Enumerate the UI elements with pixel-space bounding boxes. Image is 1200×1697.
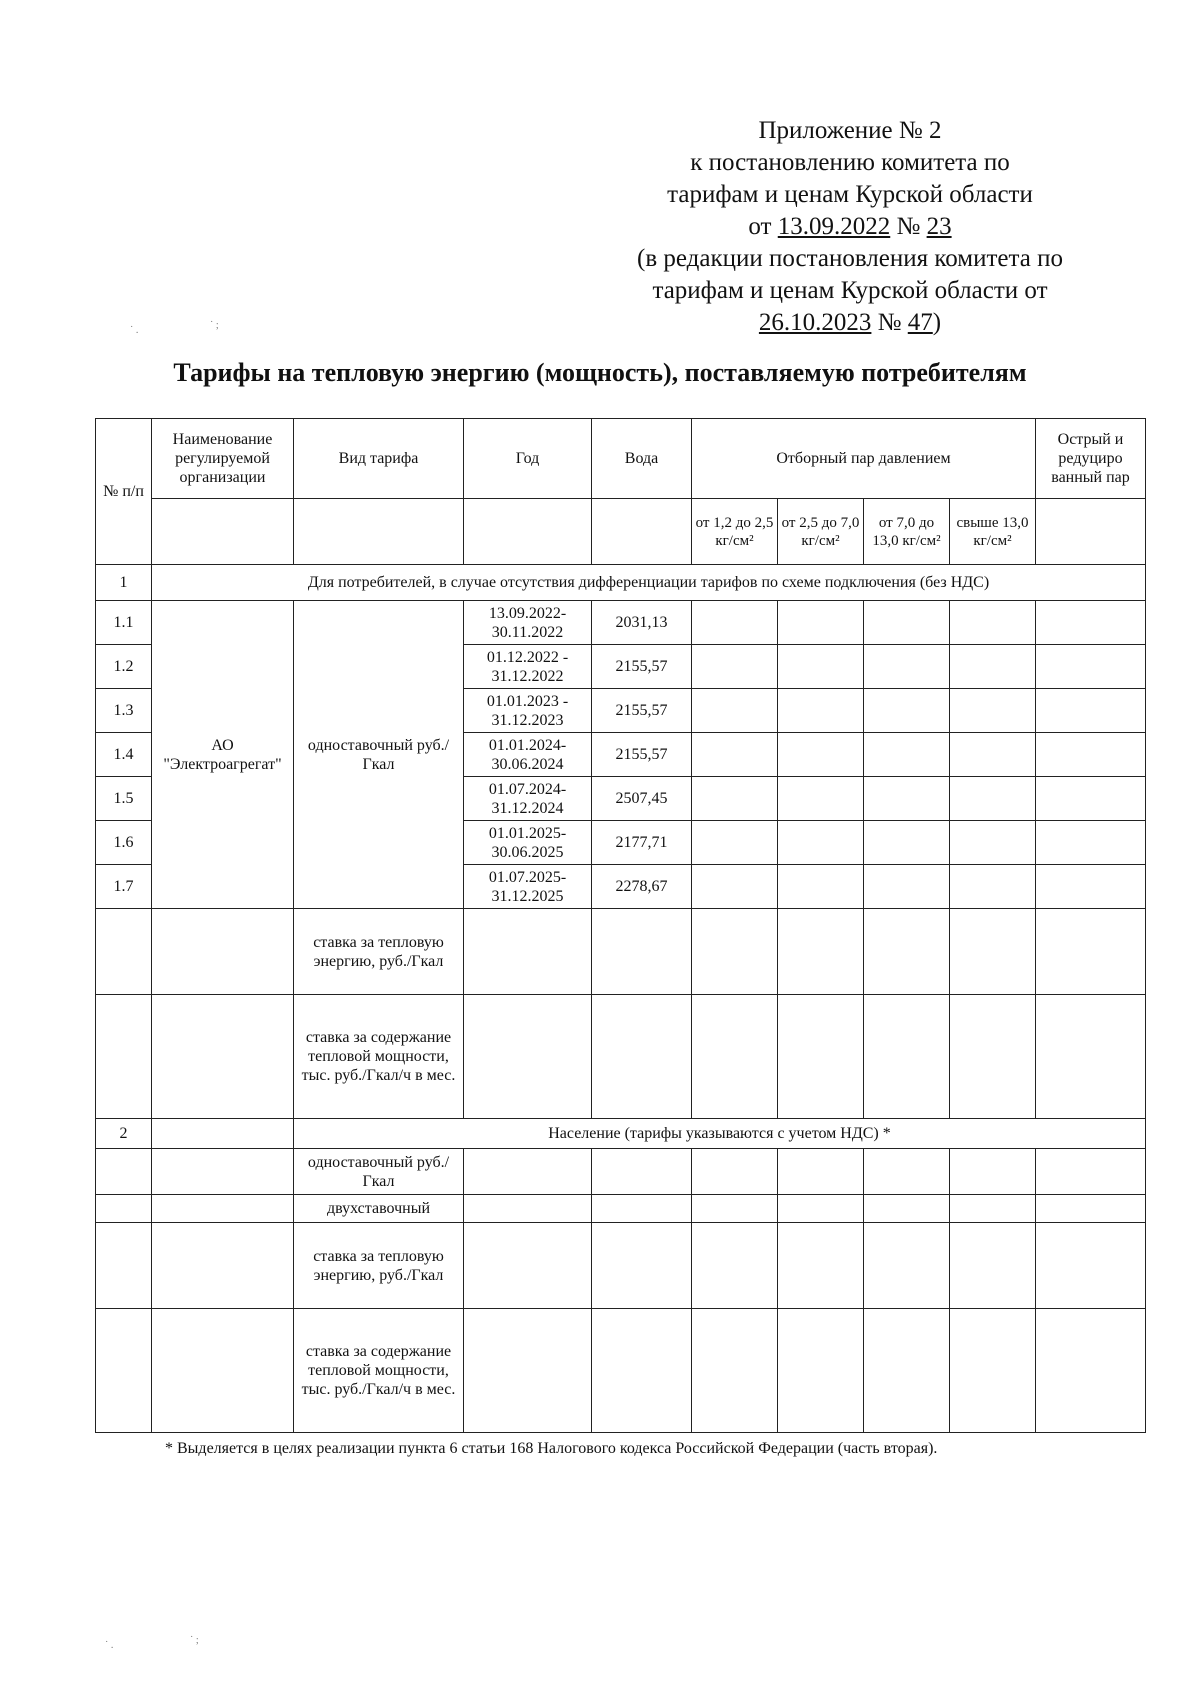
tariff-type-two-rate: двухставочный [294, 1195, 464, 1223]
table-row [96, 909, 1146, 995]
empty-cell [152, 909, 294, 995]
header-line-5: (в редакции постановления комитета по [637, 245, 1063, 272]
empty-cell [1036, 689, 1146, 733]
energy-rate-label-2: ставка за тепловую энергию, руб./Гкал [294, 1223, 464, 1309]
empty-cell [592, 499, 692, 565]
empty-cell [152, 1119, 294, 1149]
empty-cell [950, 821, 1036, 865]
empty-cell [152, 995, 294, 1119]
capacity-rate-label-2: ставка за содержание тепловой мощности, тыс. руб./Гкал/ч в мес. [294, 1309, 464, 1433]
energy-rate-label: ставка за тепловую энергию, руб./Гкал [294, 909, 464, 995]
header-year: Год [464, 419, 592, 499]
scan-speck: ˙ ; [210, 320, 219, 331]
empty-cell [96, 995, 152, 1119]
table-row [96, 1195, 1146, 1223]
header-no-sign: № [890, 213, 927, 240]
empty-cell [864, 645, 950, 689]
revision-number: 47 [907, 309, 933, 336]
row-num: 1.6 [96, 821, 152, 865]
empty-cell [692, 733, 778, 777]
empty-cell [778, 909, 864, 995]
header-line-6: тарифам и ценам Курской области от [652, 277, 1048, 304]
empty-cell [692, 645, 778, 689]
empty-cell [864, 1195, 950, 1223]
empty-cell [692, 1149, 778, 1195]
table-subheader-row [96, 499, 1146, 565]
section-1-label: Для потребителей, в случае отсутствия дифференциации тарифов по схеме подключения (без НДС) [152, 565, 1146, 601]
table-row [96, 995, 1146, 1119]
empty-cell [778, 1309, 864, 1433]
header-paren: ) [932, 309, 942, 336]
row-num: 1.3 [96, 689, 152, 733]
empty-cell [692, 601, 778, 645]
header-steam: Отборный пар давлением [692, 419, 1036, 499]
tariffs-table [95, 418, 1146, 1433]
row-period: 13.09.2022- 30.11.2022 [464, 601, 592, 645]
empty-cell [592, 909, 692, 995]
table-header-row [96, 419, 1146, 499]
header-sharp-steam: Острый и редуциро ванный пар [1036, 419, 1146, 499]
empty-cell [864, 909, 950, 995]
header-line-4 [600, 211, 1100, 243]
empty-cell [864, 821, 950, 865]
row-water-value: 2177,71 [592, 821, 692, 865]
header-water: Вода [592, 419, 692, 499]
row-num: 1.1 [96, 601, 152, 645]
document-title: Тарифы на тепловую энергию (мощность), поставляемую потребителям [173, 358, 1027, 387]
table-row [96, 601, 1146, 645]
empty-cell [1036, 1223, 1146, 1309]
empty-cell [778, 821, 864, 865]
table-row [96, 1309, 1146, 1433]
empty-cell [864, 689, 950, 733]
empty-cell [1036, 821, 1146, 865]
appendix-number: Приложение № 2 [758, 117, 942, 144]
empty-cell [864, 1223, 950, 1309]
empty-cell [1036, 909, 1146, 995]
empty-cell [152, 1149, 294, 1195]
organization-name: АО "Электроагрегат" [152, 601, 294, 909]
table-row [96, 1149, 1146, 1195]
empty-cell [464, 499, 592, 565]
empty-cell [692, 1195, 778, 1223]
empty-cell [864, 777, 950, 821]
header-prefix: от [748, 213, 778, 240]
header-line-7 [600, 307, 1100, 339]
section-2-row [96, 1119, 1146, 1149]
empty-cell [592, 1149, 692, 1195]
row-water-value: 2031,13 [592, 601, 692, 645]
empty-cell [864, 1309, 950, 1433]
scan-speck: ˙ . [105, 1640, 114, 1651]
empty-cell [778, 1195, 864, 1223]
empty-cell [864, 733, 950, 777]
scan-speck: ˙ . [130, 325, 139, 336]
empty-cell [592, 1309, 692, 1433]
table-row [96, 1223, 1146, 1309]
row-num: 1.2 [96, 645, 152, 689]
empty-cell [464, 1223, 592, 1309]
section-1-row [96, 565, 1146, 601]
row-period: 01.12.2022 - 31.12.2022 [464, 645, 592, 689]
row-water-value: 2155,57 [592, 689, 692, 733]
empty-cell [1036, 1149, 1146, 1195]
empty-cell [950, 777, 1036, 821]
empty-cell [592, 1195, 692, 1223]
empty-cell [1036, 777, 1146, 821]
row-period: 01.01.2024- 30.06.2024 [464, 733, 592, 777]
empty-cell [778, 733, 864, 777]
row-water-value: 2155,57 [592, 645, 692, 689]
header-pressure-2: от 2,5 до 7,0 кг/см² [778, 499, 864, 565]
empty-cell [864, 601, 950, 645]
empty-cell [778, 689, 864, 733]
row-period: 01.07.2024- 31.12.2024 [464, 777, 592, 821]
empty-cell [464, 1195, 592, 1223]
empty-cell [96, 1223, 152, 1309]
row-num: 1.5 [96, 777, 152, 821]
header-pressure-4: свыше 13,0 кг/см² [950, 499, 1036, 565]
empty-cell [464, 995, 592, 1119]
tariff-type-single: одноставочный руб./Гкал [294, 601, 464, 909]
empty-cell [1036, 1309, 1146, 1433]
empty-cell [950, 865, 1036, 909]
empty-cell [950, 909, 1036, 995]
row-water-value: 2155,57 [592, 733, 692, 777]
row-num: 1.4 [96, 733, 152, 777]
empty-cell [950, 1149, 1036, 1195]
empty-cell [778, 645, 864, 689]
empty-cell [692, 777, 778, 821]
header-pressure-1: от 1,2 до 2,5 кг/см² [692, 499, 778, 565]
empty-cell [1036, 1195, 1146, 1223]
empty-cell [96, 1149, 152, 1195]
empty-cell [692, 1223, 778, 1309]
empty-cell [592, 995, 692, 1119]
header-no-sign-2: № [871, 309, 908, 336]
document-header [600, 115, 1100, 339]
row-period: 01.01.2025- 30.06.2025 [464, 821, 592, 865]
empty-cell [1036, 995, 1146, 1119]
row-period: 01.01.2023 - 31.12.2023 [464, 689, 592, 733]
header-num: № п/п [96, 419, 152, 565]
row-num: 1.7 [96, 865, 152, 909]
header-type: Вид тарифа [294, 419, 464, 499]
footnote: * Выделяется в целях реализации пункта 6 статьи 168 Налогового кодекса Российской Федерации (часть вторая). [165, 1440, 938, 1457]
empty-cell [152, 499, 294, 565]
empty-cell [778, 865, 864, 909]
tariff-type-single-2: одноставочный руб./Гкал [294, 1149, 464, 1195]
empty-cell [950, 995, 1036, 1119]
empty-cell [692, 865, 778, 909]
capacity-rate-label: ставка за содержание тепловой мощности, тыс. руб./Гкал/ч в мес. [294, 995, 464, 1119]
empty-cell [464, 909, 592, 995]
empty-cell [950, 1223, 1036, 1309]
row-water-value: 2278,67 [592, 865, 692, 909]
scan-speck: ˙ ; [190, 1635, 199, 1646]
empty-cell [152, 1223, 294, 1309]
empty-cell [1036, 645, 1146, 689]
empty-cell [950, 733, 1036, 777]
empty-cell [864, 995, 950, 1119]
section-2-num: 2 [96, 1119, 152, 1149]
empty-cell [950, 1195, 1036, 1223]
empty-cell [950, 645, 1036, 689]
empty-cell [692, 909, 778, 995]
empty-cell [778, 777, 864, 821]
header-line-3: тарифам и ценам Курской области [667, 181, 1033, 208]
empty-cell [864, 1149, 950, 1195]
row-water-value: 2507,45 [592, 777, 692, 821]
empty-cell [692, 995, 778, 1119]
empty-cell [692, 689, 778, 733]
empty-cell [692, 821, 778, 865]
empty-cell [464, 1149, 592, 1195]
resolution-number: 23 [926, 213, 952, 240]
empty-cell [950, 601, 1036, 645]
header-pressure-3: от 7,0 до 13,0 кг/см² [864, 499, 950, 565]
empty-cell [778, 601, 864, 645]
empty-cell [692, 1309, 778, 1433]
empty-cell [152, 1195, 294, 1223]
resolution-date: 13.09.2022 [777, 213, 891, 240]
empty-cell [950, 1309, 1036, 1433]
section-1-num: 1 [96, 565, 152, 601]
empty-cell [864, 865, 950, 909]
empty-cell [950, 689, 1036, 733]
empty-cell [152, 1309, 294, 1433]
empty-cell [1036, 499, 1146, 565]
empty-cell [1036, 865, 1146, 909]
revision-date: 26.10.2023 [758, 309, 872, 336]
empty-cell [464, 1309, 592, 1433]
empty-cell [778, 995, 864, 1119]
empty-cell [96, 1195, 152, 1223]
section-2-label: Население (тарифы указываются с учетом НДС) * [294, 1119, 1146, 1149]
empty-cell [1036, 601, 1146, 645]
empty-cell [778, 1149, 864, 1195]
empty-cell [778, 1223, 864, 1309]
empty-cell [1036, 733, 1146, 777]
empty-cell [294, 499, 464, 565]
row-period: 01.07.2025- 31.12.2025 [464, 865, 592, 909]
empty-cell [96, 909, 152, 995]
empty-cell [96, 1309, 152, 1433]
header-line-2: к постановлению комитета по [690, 149, 1010, 176]
header-org: Наименование регулируемой организации [152, 419, 294, 499]
empty-cell [592, 1223, 692, 1309]
